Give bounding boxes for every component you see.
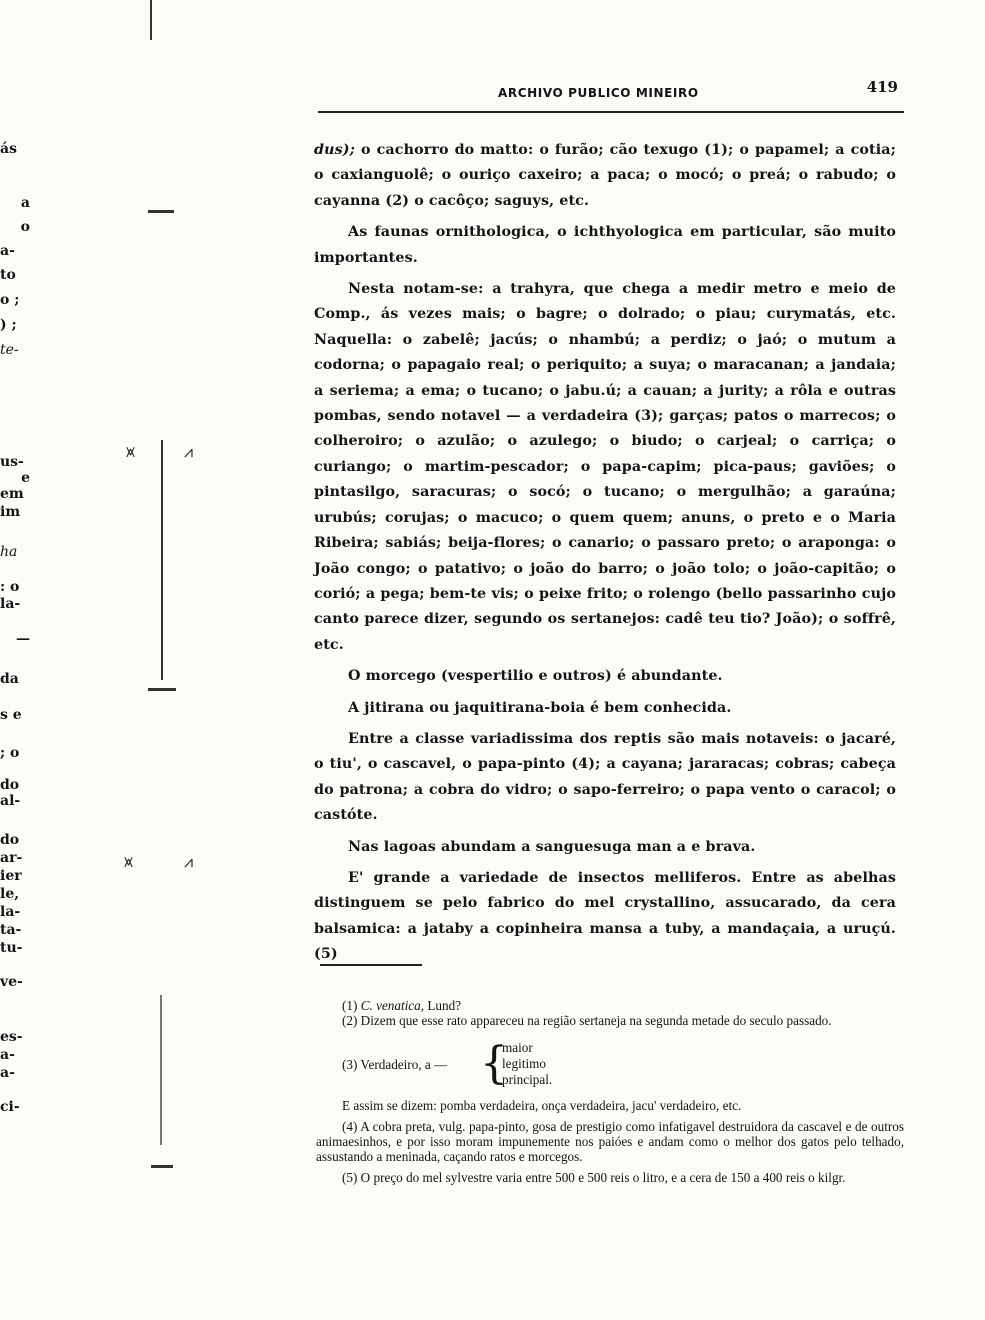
fragment-22: do <box>0 832 20 848</box>
binding-line-lower <box>160 995 162 1145</box>
binding-tick-right-2: ⩘ <box>184 852 194 871</box>
fragment-19: ; o <box>0 745 20 761</box>
paragraph-jitirana: A jitirana ou jaquitirana-boia é bem conhecida. <box>348 699 732 716</box>
fragment-30: es- <box>0 1029 23 1045</box>
footnote-3-option: maior <box>502 1040 533 1055</box>
fragment-29: ve- <box>0 974 23 990</box>
footnote-1 <box>316 998 904 1013</box>
fragment-4: a- <box>0 243 15 259</box>
footnote-rule <box>320 964 422 966</box>
fragment-12: im <box>0 504 21 520</box>
paragraph-reptiles: Entre a classe variadissima dos reptis são mais notaveis: o jacaré, o tiu', o cascavel, o papa-pinto (4); a cayana; jararacas; cobras; cabeça do patrona; a cobra do vidro; o sapo-ferreiro; o papa vento o caracol; o castóte. <box>314 730 896 824</box>
fragment-1: ás <box>0 141 17 157</box>
fragment-33: ci- <box>0 1099 20 1115</box>
footnotes <box>316 998 904 1191</box>
fragment-10: e <box>21 470 30 486</box>
main-text <box>314 138 896 974</box>
binding-line-top <box>150 0 152 40</box>
paragraph-faunas: As faunas ornithologica, o ichthyologica em particular, são muito importantes. <box>314 224 896 266</box>
footnote-2: (2) Dizem que esse rato appareceu na região sertaneja na segunda metade do seculo passado. <box>342 1013 832 1028</box>
footnote-3-brace <box>342 1040 904 1090</box>
fragment-18: s e <box>0 707 22 723</box>
paragraph-insects: E' grande a variedade de insectos melliferos. Entre as abelhas distinguem se pelo fabrico do mel crystallino, assucarado, da cera balsamica: a jataby a copinheira mansa a tuby, a mandaçaia, a uruçú. (5) <box>314 869 896 963</box>
fragment-7: ) ; <box>0 317 17 333</box>
footnote-3-label: (3) Verdadeiro, a — <box>342 1057 448 1072</box>
footnote-3-options <box>502 1040 552 1088</box>
binding-stitch-3 <box>151 1165 173 1168</box>
facing-page-fragments <box>0 0 40 1320</box>
footnote-4: (4) A cobra preta, vulg. papa-pinto, gosa de prestigio como infatigavel destruidora da cascavel e de outros animaesinhos, e por isso moram impunemente nos paióes e andam como o melhor dos gatos pelo telhado, assustando a meninada, caçando ratos e morcegos. <box>316 1119 904 1164</box>
footnote-1-italic: C. venatica, <box>360 998 425 1013</box>
brace-glyph: { <box>480 1038 508 1089</box>
paragraph-mammals-italic: dus); <box>314 142 355 158</box>
fragment-23: ar- <box>0 850 23 866</box>
fragment-2: a <box>20 195 30 211</box>
paragraph-bats: O morcego (vespertilio e outros) é abundante. <box>348 668 723 685</box>
fragment-32: a- <box>0 1065 15 1081</box>
fragment-13: ha <box>0 544 18 560</box>
running-header <box>318 78 904 108</box>
footnote-5: (5) O preço do mel sylvestre varia entre 500 e 500 reis o litro, e a cera de 150 a 400 reis o kilgr. <box>342 1170 846 1185</box>
paragraph-leeches: Nas lagoas abundam a sanguesuga man a e brava. <box>348 838 756 855</box>
fragment-28: tu- <box>0 940 23 956</box>
fragment-8: te- <box>0 342 19 358</box>
fragment-26: la- <box>0 904 21 920</box>
paragraph-mammals-text: o cachorro do matto: o furão; cão texugo (1); o papamel; a cotia; o caxianguolê; o ouriço caxeiro; a paca; o mocó; o preá; o rabudo; o cayanna (2) o cacôço; saguys, etc. <box>314 142 896 209</box>
binding-stitch-2 <box>148 688 176 691</box>
fragment-16: — <box>16 631 30 647</box>
binding-tick-right: ⩘ <box>184 442 194 461</box>
paragraph-mammals <box>314 138 896 214</box>
fragment-15: la- <box>0 596 21 612</box>
footnote-3-option: principal. <box>502 1072 553 1087</box>
footnote-3-continuation: E assim se dizem: pomba verdadeira, onça verdadeira, jacu' verdadeiro, etc. <box>342 1098 742 1113</box>
footnote-1-number: (1) <box>342 998 358 1013</box>
page-number: 419 <box>866 78 898 96</box>
paragraph-fish-birds: Nesta notam-se: a trahyra, que chega a medir metro e meio de Comp., ás vezes mais; o bagre; o dolrado; o piau; curymatás, etc. Naquella: o zabelê; jacús; o nhambú; a perdiz; o jaó; o mutum a codorna; o papagaio real; o periquito; a suya; o maracanan; a jandaia; a seriema; a ema; o tucano; o jabu.ú; a cauan; a jurity; a rôla e outras pombas, sendo notavel — a verdadeira (3); garças; patos o marrecos; o colheroiro; o azulão; o azulego; o biudo; o carjeal; o carriça; o curiango; o martim-pescador; o papa-capim; pica-paus; gaviões; o pintasilgo, saracuras; o socó; o tucano; o mergulhão; a garaúna; urubús; corujas; o macuco; o quem quem; anuns, o preto e o Maria Ribeira; sabiás; beija-flores; o canario; o passaro preto; o araponga: o João congo; o patativo; o joão do barro; o joão tolo; o joão-capitão; o corió; a pega; bem-te vis; o peixe frito; o rolengo (bello passarinho cujo canto parece dizer, segundo os sertanejos: cadê teu tio? João); o soffrê, etc. <box>314 281 896 653</box>
binding-tick-left-2: ⩙ <box>124 852 134 871</box>
header-rule <box>318 111 904 113</box>
fragment-3: o <box>20 219 30 235</box>
running-title: ARCHIVO PUBLICO MINEIRO <box>498 86 699 100</box>
fragment-27: ta- <box>0 922 22 938</box>
fragment-21: al- <box>0 793 21 809</box>
fragment-24: ier <box>0 868 22 884</box>
fragment-6: o ; <box>0 292 20 308</box>
fragment-5: to <box>0 267 16 283</box>
binding-stitch-1 <box>148 210 174 213</box>
fragment-11: em <box>0 486 24 502</box>
footnote-3-option: legitimo <box>502 1056 546 1071</box>
binding-tick-left: ⩙ <box>126 442 136 461</box>
fragment-14: : o <box>0 579 20 595</box>
fragment-25: le, <box>0 886 20 902</box>
binding-line-middle <box>161 440 163 680</box>
fragment-9: us- <box>0 454 24 470</box>
footnote-1-text: Lund? <box>424 998 462 1013</box>
fragment-31: a- <box>0 1047 15 1063</box>
fragment-17: da <box>0 671 19 687</box>
fragment-20: do <box>0 777 20 793</box>
